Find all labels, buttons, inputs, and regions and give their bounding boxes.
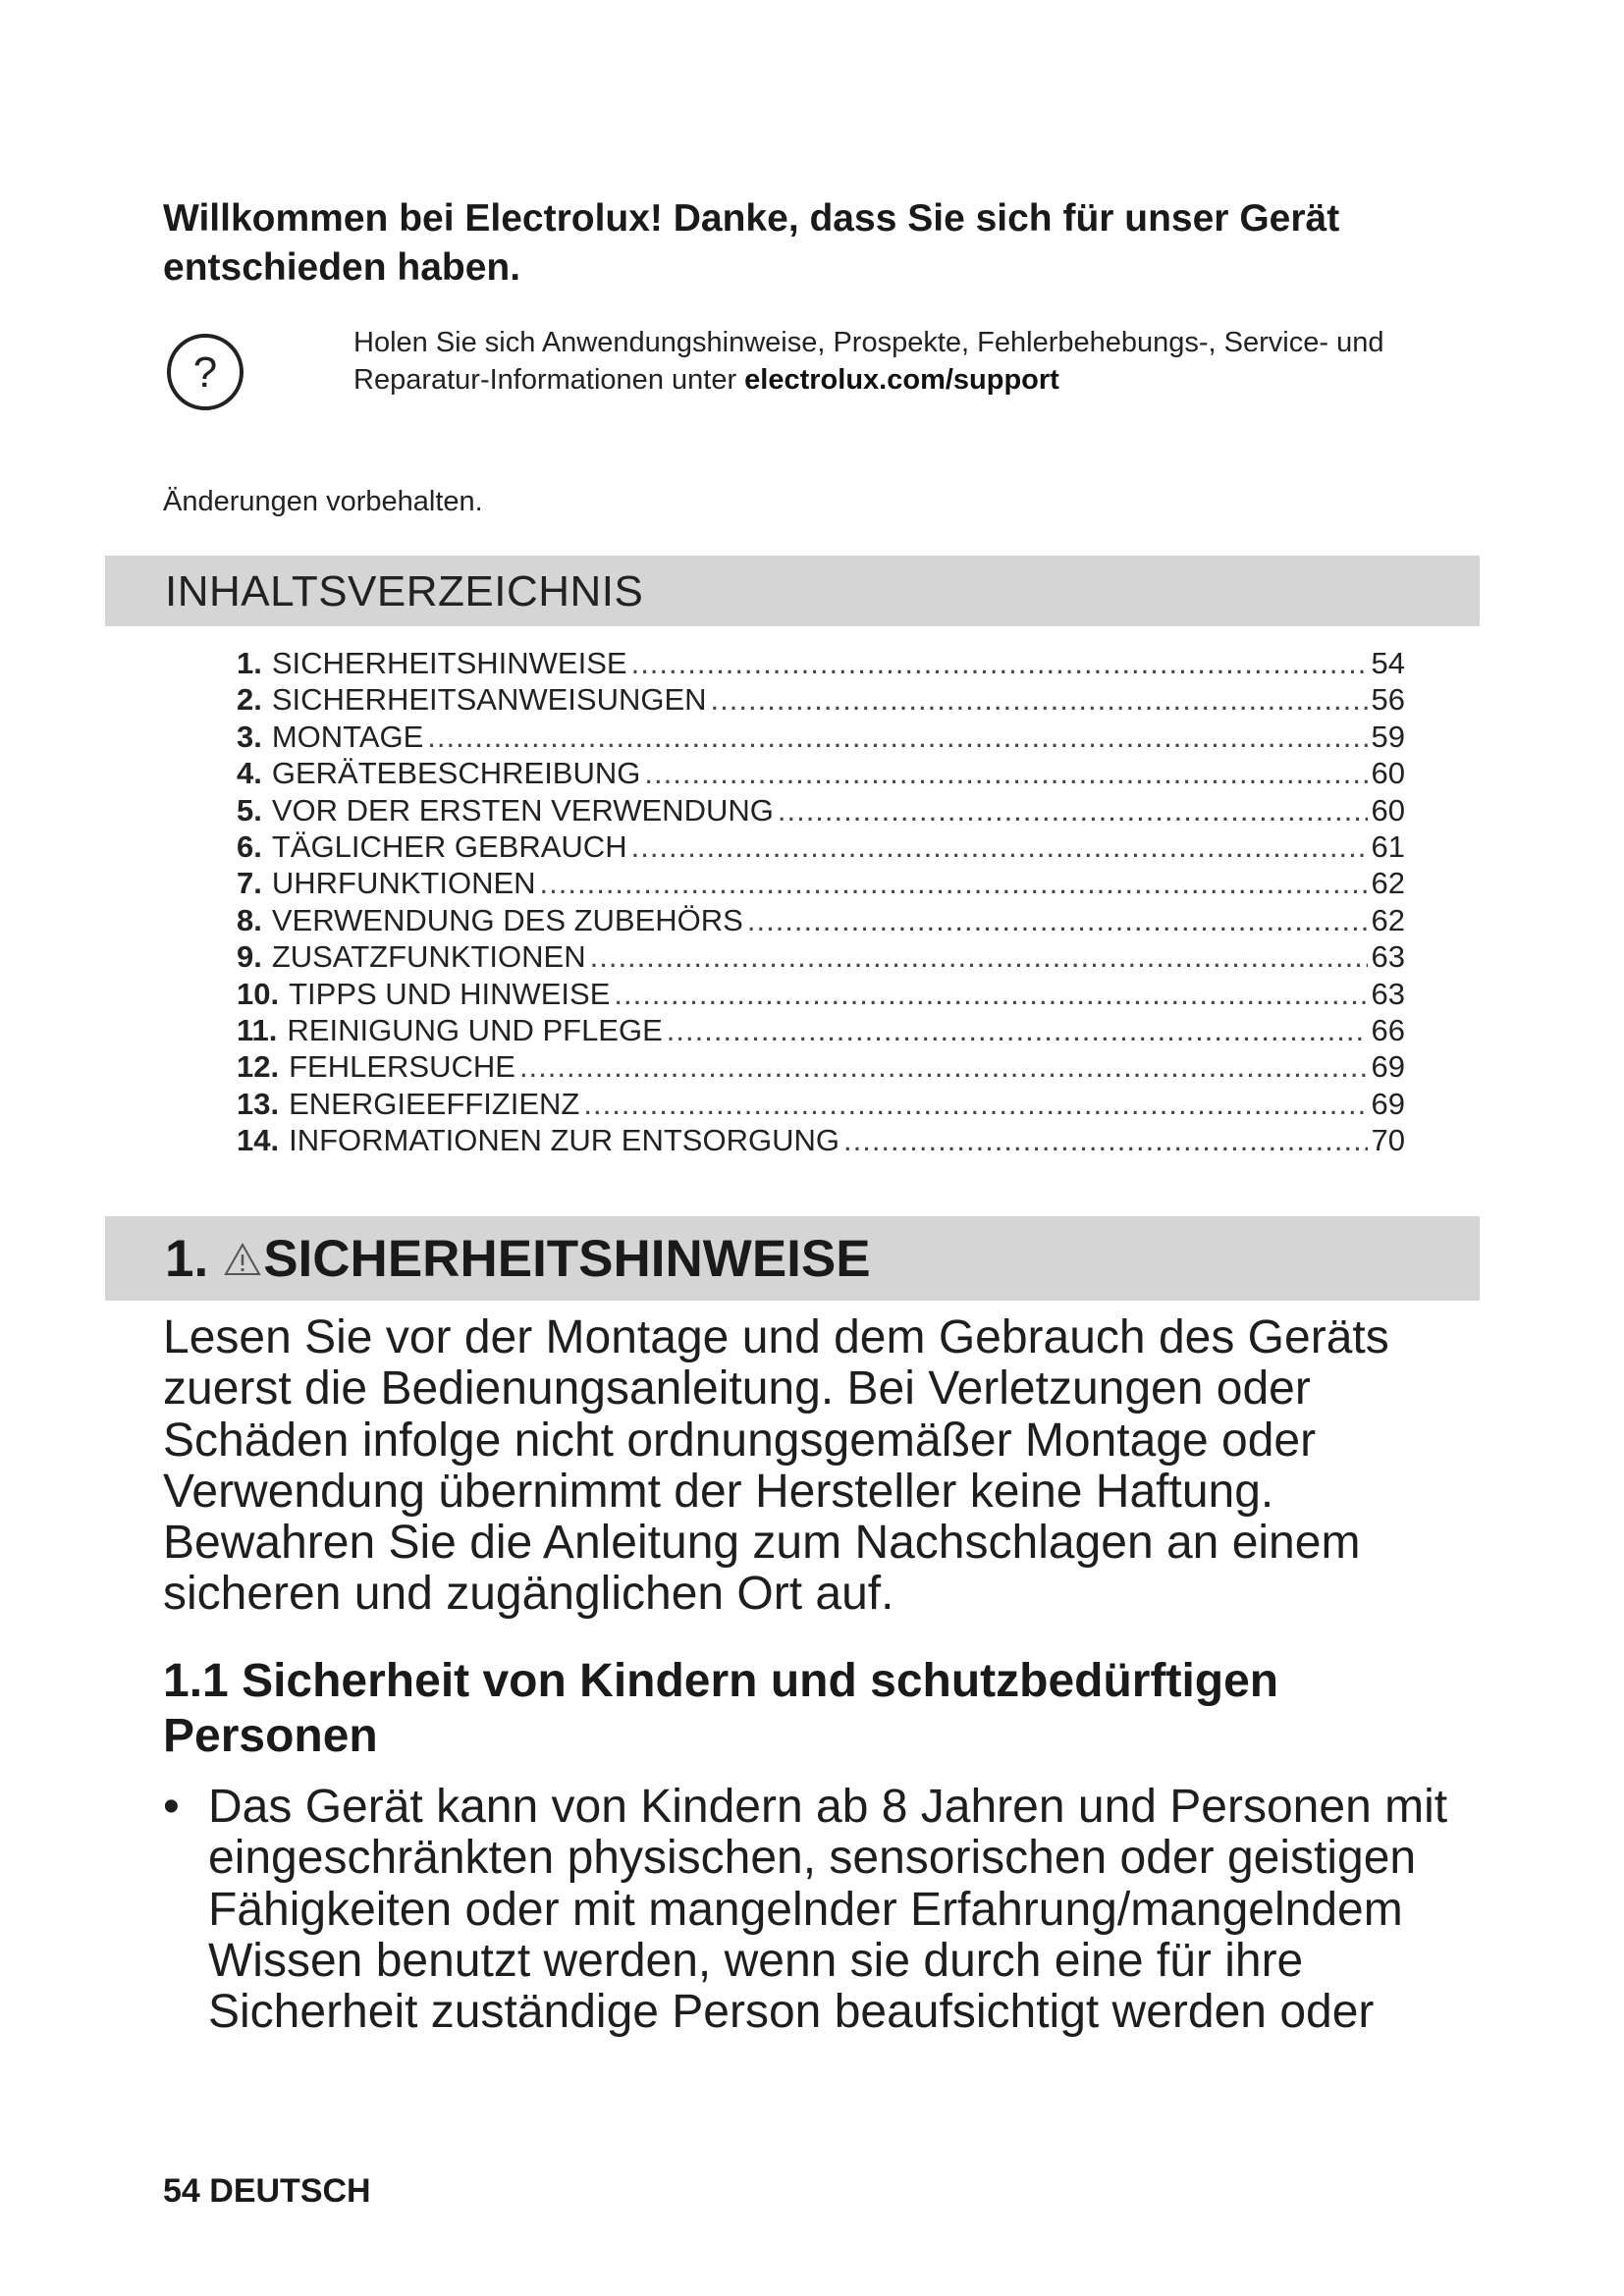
toc-item-label: VOR DER ERSTEN VERWENDUNG bbox=[271, 792, 774, 828]
toc-item-number: 6. bbox=[237, 828, 262, 864]
toc-item-label: SICHERHEITSHINWEISE bbox=[271, 646, 627, 680]
toc-item-number: 14. bbox=[237, 1123, 280, 1158]
toc-item-label: TIPPS UND HINWEISE bbox=[289, 976, 611, 1011]
toc-item-10[interactable] bbox=[237, 976, 1405, 1012]
toc-leader-dots bbox=[644, 755, 1367, 791]
support-link[interactable]: electrolux.com/support bbox=[744, 364, 1059, 396]
toc-leader-dots bbox=[427, 719, 1367, 755]
page-footer: 54 DEUTSCH bbox=[163, 2172, 371, 2210]
toc-leader-dots bbox=[590, 938, 1368, 975]
toc-item-12[interactable] bbox=[237, 1048, 1405, 1085]
toc-leader-dots bbox=[667, 1012, 1368, 1048]
support-text: Holen Sie sich Anwendungshinweise, Prospekte, Fehlerbehebungs-, Service- und Reparatur-Informationen unter bbox=[353, 327, 1384, 396]
toc-item-label: VERWENDUNG DES ZUBEHÖRS bbox=[271, 902, 743, 937]
toc-item-9[interactable] bbox=[237, 938, 1405, 975]
toc-item-number: 12. bbox=[237, 1049, 280, 1085]
toc-item-number: 9. bbox=[237, 939, 262, 975]
toc-item-page: 54 bbox=[1371, 646, 1405, 680]
toc-item-8[interactable] bbox=[237, 902, 1405, 938]
toc-item-page: 61 bbox=[1371, 828, 1405, 864]
toc-item-label: INFORMATIONEN ZUR ENTSORGUNG bbox=[289, 1123, 839, 1158]
section-header-bar bbox=[105, 1216, 1480, 1301]
section-title bbox=[165, 1230, 871, 1289]
section-title-text: SICHERHEITSHINWEISE bbox=[263, 1230, 871, 1288]
toc-item-page: 63 bbox=[1371, 976, 1405, 1011]
toc-item-label: MONTAGE bbox=[271, 719, 424, 754]
toc-leader-dots bbox=[614, 976, 1367, 1012]
toc-leader-dots bbox=[778, 792, 1368, 828]
toc-item-number: 2. bbox=[237, 682, 262, 718]
toc-item-page: 62 bbox=[1371, 866, 1405, 901]
toc-item-label: ENERGIEEFFIZIENZ bbox=[289, 1086, 580, 1121]
toc-header-bar bbox=[105, 556, 1480, 626]
section-intro-paragraph: Lesen Sie vor der Montage und dem Gebrauch des Geräts zuerst die Bedienungsanleitung. Bei Verletzungen oder Schäden infolge nicht ordnungsgemäßer Montage oder Verwendung übernimmt der Hersteller keine Haftung. Bewahren Sie die Anleitung zum Nachschlagen an einem sicheren und zugänglichen Ort auf. bbox=[163, 1311, 1389, 1621]
toc-item-label: ZUSATZFUNKTIONEN bbox=[271, 939, 586, 975]
toc-item-2[interactable] bbox=[237, 681, 1405, 718]
toc-item-label: REINIGUNG UND PFLEGE bbox=[287, 1012, 663, 1047]
svg-text:?: ? bbox=[192, 348, 218, 397]
bullet-text: Das Gerät kann von Kindern ab 8 Jahren und Personen mit eingeschränkten physischen, sensorischen oder geistigen Fähigkeiten oder mit mangelnder Erfahrung/mangelndem Wissen benutzt werden, wenn sie durch eine für ihre Sicherheit zuständige Person beaufsichtigt werden oder bbox=[208, 1781, 1448, 2039]
toc-item-number: 10. bbox=[237, 976, 280, 1011]
toc-leader-dots bbox=[519, 1048, 1368, 1085]
toc-item-page: 56 bbox=[1371, 682, 1405, 718]
toc-item-3[interactable] bbox=[237, 719, 1405, 755]
toc-item-7[interactable] bbox=[237, 865, 1405, 901]
toc-item-page: 70 bbox=[1371, 1123, 1405, 1158]
toc-item-page: 63 bbox=[1371, 939, 1405, 975]
toc-item-page: 60 bbox=[1371, 756, 1405, 791]
toc-item-number: 4. bbox=[237, 756, 262, 791]
toc-item-label: UHRFUNKTIONEN bbox=[271, 866, 536, 901]
toc-item-number: 11. bbox=[237, 1012, 278, 1047]
toc-item-14[interactable] bbox=[237, 1122, 1405, 1158]
toc-item-11[interactable] bbox=[237, 1012, 1405, 1048]
toc-item-page: 59 bbox=[1371, 719, 1405, 754]
toc-item-number: 5. bbox=[237, 792, 262, 828]
help-icon bbox=[165, 332, 245, 412]
toc-leader-dots bbox=[843, 1122, 1368, 1158]
section-number: 1. bbox=[165, 1230, 209, 1288]
toc-item-page: 69 bbox=[1371, 1086, 1405, 1121]
toc-item-page: 66 bbox=[1371, 1012, 1405, 1047]
toc-item-number: 13. bbox=[237, 1086, 280, 1121]
toc-item-page: 60 bbox=[1371, 792, 1405, 828]
toc-leader-dots bbox=[747, 902, 1368, 938]
toc-item-number: 3. bbox=[237, 719, 262, 754]
toc-item-6[interactable] bbox=[237, 828, 1405, 865]
toc-list bbox=[237, 645, 1405, 1158]
list-item bbox=[163, 1782, 1479, 2038]
subsection-title: 1.1 Sicherheit von Kindern und schutzbedürftigen Personen bbox=[163, 1655, 1279, 1762]
welcome-heading: Willkommen bei Electrolux! Danke, dass Sie sich für unser Gerät entschieden haben. bbox=[163, 197, 1340, 289]
toc-leader-dots bbox=[540, 865, 1368, 901]
toc-item-number: 1. bbox=[237, 646, 262, 680]
toc-item-5[interactable] bbox=[237, 792, 1405, 828]
toc-item-1[interactable] bbox=[237, 645, 1405, 681]
warning-icon bbox=[224, 1242, 261, 1277]
toc-item-label: GERÄTEBESCHREIBUNG bbox=[271, 756, 641, 791]
toc-leader-dots bbox=[631, 645, 1368, 681]
toc-leader-dots bbox=[631, 828, 1368, 865]
toc-item-number: 7. bbox=[237, 866, 262, 901]
toc-item-page: 69 bbox=[1371, 1049, 1405, 1085]
toc-item-label: SICHERHEITSANWEISUNGEN bbox=[271, 682, 707, 718]
bullet-icon: • bbox=[163, 1781, 180, 1833]
toc-item-label: FEHLERSUCHE bbox=[289, 1049, 515, 1085]
toc-item-page: 62 bbox=[1371, 902, 1405, 937]
toc-leader-dots bbox=[583, 1086, 1367, 1122]
toc-item-13[interactable] bbox=[237, 1086, 1405, 1122]
toc-leader-dots bbox=[711, 681, 1368, 718]
toc-item-4[interactable] bbox=[237, 755, 1405, 791]
toc-title: INHALTSVERZEICHNIS bbox=[165, 567, 644, 615]
toc-item-number: 8. bbox=[237, 902, 262, 937]
changes-note: Änderungen vorbehalten. bbox=[163, 486, 483, 517]
support-note bbox=[353, 324, 1473, 399]
toc-item-label: TÄGLICHER GEBRAUCH bbox=[271, 828, 627, 864]
